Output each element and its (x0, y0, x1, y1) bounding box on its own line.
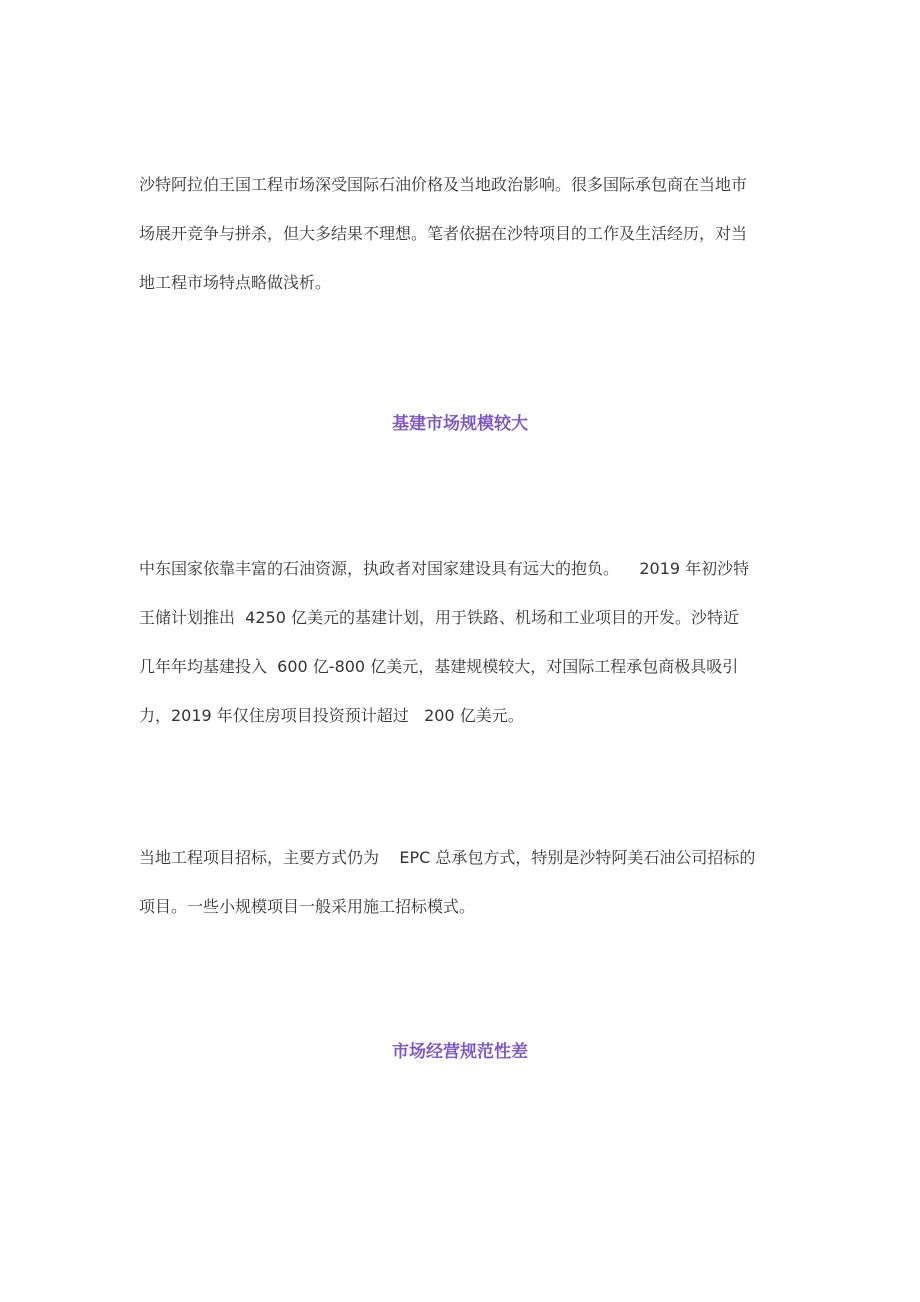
infrastructure-paragraph (139, 544, 784, 740)
intro-paragraph (139, 160, 784, 307)
paragraph-line: 沙特阿拉伯王国工程市场深受国际石油价格及当地政治影响。很多国际承包商在当地市 (139, 175, 748, 194)
section-heading-market-regulation: 市场经营规范性差 (392, 1042, 528, 1062)
paragraph-line: 场展开竞争与拼杀，但大多结果不理想。笔者依据在沙特项目的工作及生活经历，对当 (139, 224, 748, 243)
paragraph-line: 王储计划推出 4250 亿美元的基建计划，用于铁路、机场和工业项目的开发。沙特近 (139, 608, 739, 627)
paragraph-line: 当地工程项目招标，主要方式仍为 EPC 总承包方式，特别是沙特阿美石油公司招标的 (139, 848, 756, 867)
paragraph-line: 几年年均基建投入 600 亿-800 亿美元，基建规模较大，对国际工程承包商极具吸引 (139, 657, 739, 676)
paragraph-line: 中东国家依靠丰富的石油资源，执政者对国家建设具有远大的抱负。 2019 年初沙特 (139, 559, 750, 578)
section-heading-infrastructure: 基建市场规模较大 (392, 414, 528, 434)
paragraph-line: 地工程市场特点略做浅析。 (139, 273, 332, 292)
paragraph-line: 力，2019 年仅住房项目投资预计超过 200 亿美元。 (139, 706, 524, 725)
bidding-paragraph (139, 833, 784, 931)
paragraph-line: 项目。一些小规模项目一般采用施工招标模式。 (139, 897, 476, 916)
